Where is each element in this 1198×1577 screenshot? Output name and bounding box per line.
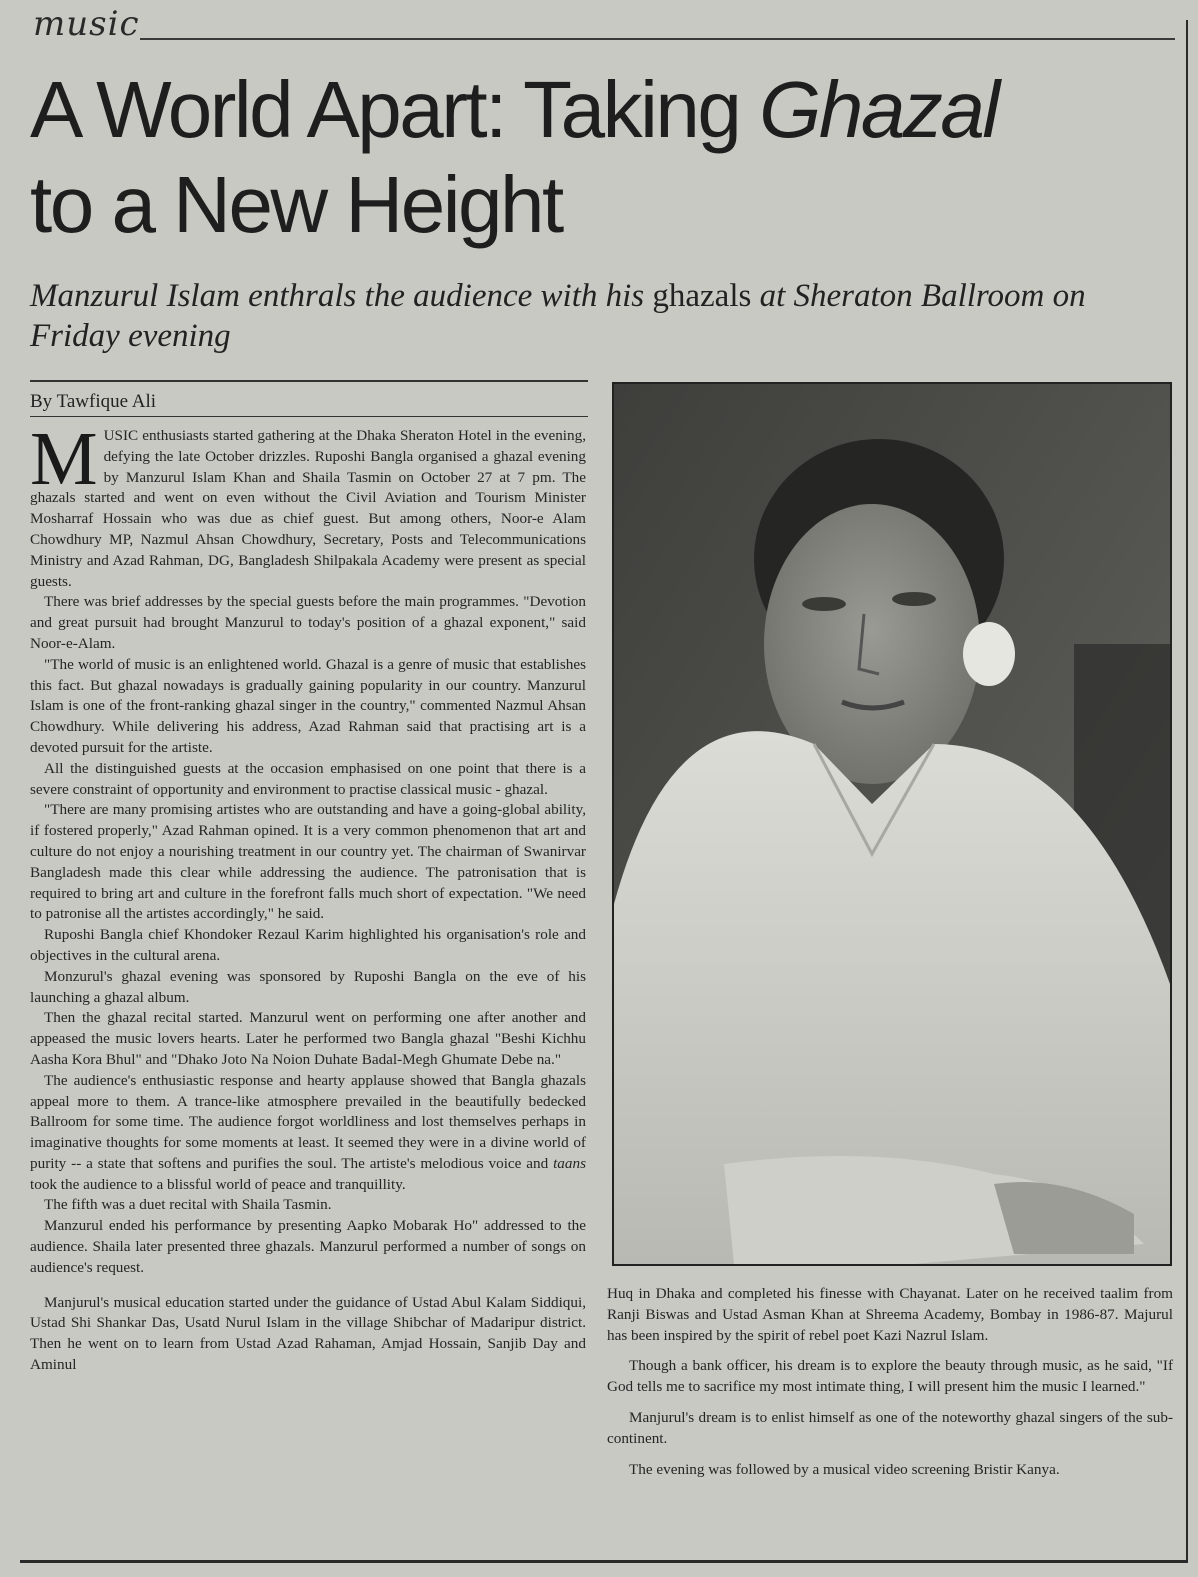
headline-part1: A World Apart: Taking [30,65,760,154]
subheadline [30,276,1150,356]
paragraph-6: Ruposhi Bangla chief Khondoker Rezaul Karim highlighted his organisation's role and objectives in the cultural arena. [30,926,586,964]
paragraph-9-b: took the audience to a blissful world of peace and tranquillity. [30,1175,406,1193]
paragraph-1-text: USIC enthusiasts started gathering at the Dhaka Sheraton Hotel in the evening, defying the late October drizzles. Ruposhi Bangla organised a ghazal evening by Manzurul Islam Khan and Shaila Tasmin on October 27 at 7 pm. The ghazals started and went on even without the Civil Aviation and Tourism Minister Mosharraf Hossain who was due as chief guest. But among others, Noor-e Alam Chowdhury MP, Nazmul Ahsan Chowdhury, Secretary, Posts and Telecommunications Ministry and Azad Rahman, DG, Bangladesh Shilpakala Academy were present as special guests. [30,427,586,590]
subhead-part1: Manzurul Islam enthrals the audience with his [30,278,653,314]
paragraph-continued: Huq in Dhaka and completed his finesse with Chayanat. Later on he received taalim from Ranji Biswas and Ustad Asman Khan at Shreema Academy, Bombay in 1986-87. Majurul has been inspired by the spirit of rebel poet Kazi Nazrul Islam. [607,1285,1173,1344]
subhead-part2: at Sheraton Ballroom on Friday evening [30,278,1086,354]
paragraph-10: The fifth was a duet recital with Shaila Tasmin. [44,1196,332,1214]
portrait-illustration [614,384,1170,1264]
paragraph-closing: The evening was followed by a musical video screening Bristir Kanya. [629,1460,1060,1478]
paragraph-5: "There are many promising artistes who are outstanding and have a going-global ability, if fostered properly," Azad Rahman opined. It is a very common phenomenon that art and culture do not enjoy a nourishing treatment in our country yet. The chairman of Swanirvar Bangladesh made this clear while addressing the audience. The patronisation that is required to bring art and culture in the forefront falls much short of expectation. "We need to patronise all the artistes accordingly," he said. [30,801,586,923]
paragraph-3: "The world of music is an enlightened world. Ghazal is a genre of music that establishes this fact. But ghazal nowadays is gradually gaining popularity in our country. Manzurul Islam is one of the front-ranking ghazal singer in the country," commented Nazmul Ahsan Chowdhury. While delivering his address, Azad Rahman said that practising art is a devoted pursuit for the artiste. [30,655,586,756]
article-column-right [607,1284,1173,1480]
paragraph-9 [30,1071,586,1196]
paragraph-dream: Though a bank officer, his dream is to explore the beauty through music, as he said, "If God tells me to sacrifice my most intimate thing, I will present him the music I learned." [607,1357,1173,1396]
singer-photo [612,382,1172,1266]
paragraph-9-emphasis: taans [553,1154,586,1172]
bottom-border-rule [20,1560,1188,1563]
headline-emphasis: Ghazal [759,65,998,154]
headline-line2: to a New Height [30,160,562,249]
subhead-plain-word: ghazals [652,278,752,314]
byline-rule-bottom [30,416,588,417]
right-border-rule [1186,20,1188,1560]
drop-cap: M [30,417,98,501]
byline: By Tawfique Ali [30,391,157,412]
paragraph-1 [30,417,586,592]
article-column-left [30,417,586,1376]
section-label: music [33,4,140,44]
paragraph-4: All the distinguished guests at the occasion emphasised on one point that there is a severe constraint of opportunity and environment to practise classical music - ghazal. [30,759,586,798]
paragraph-11: Manzurul ended his performance by presenting Aapko Mobarak Ho" addressed to the audience. Shaila later presented three ghazals. Manzurul performed a number of songs on audience's request. [30,1217,586,1276]
paragraph-7: Monzurul's ghazal evening was sponsored by Ruposhi Bangla on the eve of his launching a ghazal album. [30,967,586,1006]
headline [30,62,1160,252]
section-rule [140,38,1175,40]
paragraph-12: Manjurul's musical education started under the guidance of Ustad Abul Kalam Siddiqui, Ustad Shi Shankar Das, Usatd Nurul Islam in the village Shibchar of Madaripur district. Then he went on to learn from Ustad Azad Rahaman, Amjad Hossain, Sanjib Day and Aminul [30,1293,586,1374]
paragraph-8: Then the ghazal recital started. Manzurul went on performing one after another and appeased the music lovers hearts. Later he performed two Bangla ghazal "Beshi Kichhu Aasha Kora Bhul" and "Dhako Joto Na Noion Duhate Badal-Megh Ghumate Debe na." [30,1009,586,1068]
byline-rule-top [30,380,588,382]
paragraph-2: There was brief addresses by the special guests before the main programmes. "Devotion and great pursuit had brought Manzurul to today's position of a ghazal exponent," said Noor-e-Alam. [30,593,586,652]
paragraph-ambition: Manjurul's dream is to enlist himself as one of the noteworthy ghazal singers of the sub-continent. [607,1408,1173,1447]
paragraph-9-a: The audience's enthusiastic response and hearty applause showed that Bangla ghazals appeal more to them. A trance-like atmosphere prevailed in the beautifully bedecked Ballroom for some time. The audience forgot worldliness and lost themselves perhaps in imaginative thoughts for some moments at least. It seemed they were in a divine world of purity -- a state that softens and purifies the soul. The artiste's melodious voice and [30,1071,586,1172]
